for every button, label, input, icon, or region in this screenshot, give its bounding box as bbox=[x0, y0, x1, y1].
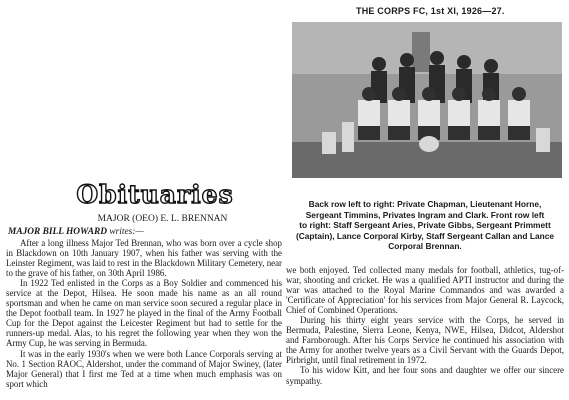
obituary-name-heading: MAJOR (OEO) E. L. BRENNAN bbox=[97, 214, 228, 224]
left-column bbox=[6, 238, 282, 398]
caption-line: Sergeant Timmins, Privates Ingram and Clark. Front row left bbox=[305, 209, 545, 220]
paragraph: In 1922 Ted enlisted in the Corps as a Boy Soldier and commenced his service at the Depot, Hilsea. He soon made his name as an all round sportsman and when he came on man service soon secured a regular place in the Depot football team. In 1927 he played in the final of the Army Football Cup for the Depot against the Leicester Regiment but had to settle for the runners-up medal. Alas, to his regret the following year when they won the Army Cup, he was serving in Bermuda. bbox=[6, 278, 282, 349]
paragraph: It was in the early 1930's when we were both Lance Corporals serving at No. 1 Section RAOC, Aldershot, under the command of Major Swiney, (later Major General) that I first me Ted at a time when much emphasis was on sport which bbox=[6, 348, 282, 389]
team-photo-icon bbox=[292, 22, 562, 178]
author-line bbox=[8, 227, 144, 237]
section-title: Obituaries bbox=[76, 180, 234, 209]
author-name: MAJOR BILL HOWARD bbox=[8, 227, 107, 237]
author-suffix: writes:— bbox=[106, 227, 144, 237]
paragraph: we both enjoyed. Ted collected many medals for football, athletics, tug-of-war, shooting and cricket. He was a qualified APTI instructor and during the war was attached to the Royal Marine Commandos and was awarded a 'Certificate of Appreciation' for his services from Major General R. Laycock, Chief of Combined Operations. bbox=[286, 265, 564, 316]
photo-caption bbox=[285, 199, 565, 252]
team-photo bbox=[292, 22, 562, 178]
photo-title: THE CORPS FC, 1st XI, 1926—27. bbox=[356, 6, 505, 16]
caption-line: Back row left to right: Private Chapman, Lieutenant Horne, bbox=[308, 199, 542, 209]
paragraph: During his thirty eight years service with the Corps, he served in Bermuda, Palestine, Sierra Leone, Kenya, NWE, Hilsea, Didcot, Aldershot and Farnborough. After his Corps Service he continued his association with the Army for another twelve years as a Civil Servant with the Guards Depot, Pirbright, until final retirement in 1972. bbox=[286, 315, 564, 366]
paragraph: To his widow Kitt, and her four sons and daughter we offer our sincere sympathy. bbox=[286, 365, 564, 386]
paragraph: After a long illness Major Ted Brennan, who was born over a cycle shop in Blackdown on 10th January 1907, when his father was serving with the Leinster Regiment, was laid to rest in the Blackdown Military Cemetery, near to the grave of his father, on 30th April 1986. bbox=[6, 238, 282, 279]
caption-line: Corporal Brennan. bbox=[388, 241, 462, 252]
caption-line: (Captain), Lance Corporal Kirby, Staff Sergeant Callan and Lance bbox=[295, 230, 555, 241]
right-column bbox=[286, 265, 564, 398]
caption-line: to right: Staff Sergeant Aries, Private Gibbs, Sergeant Primmett bbox=[299, 220, 551, 231]
